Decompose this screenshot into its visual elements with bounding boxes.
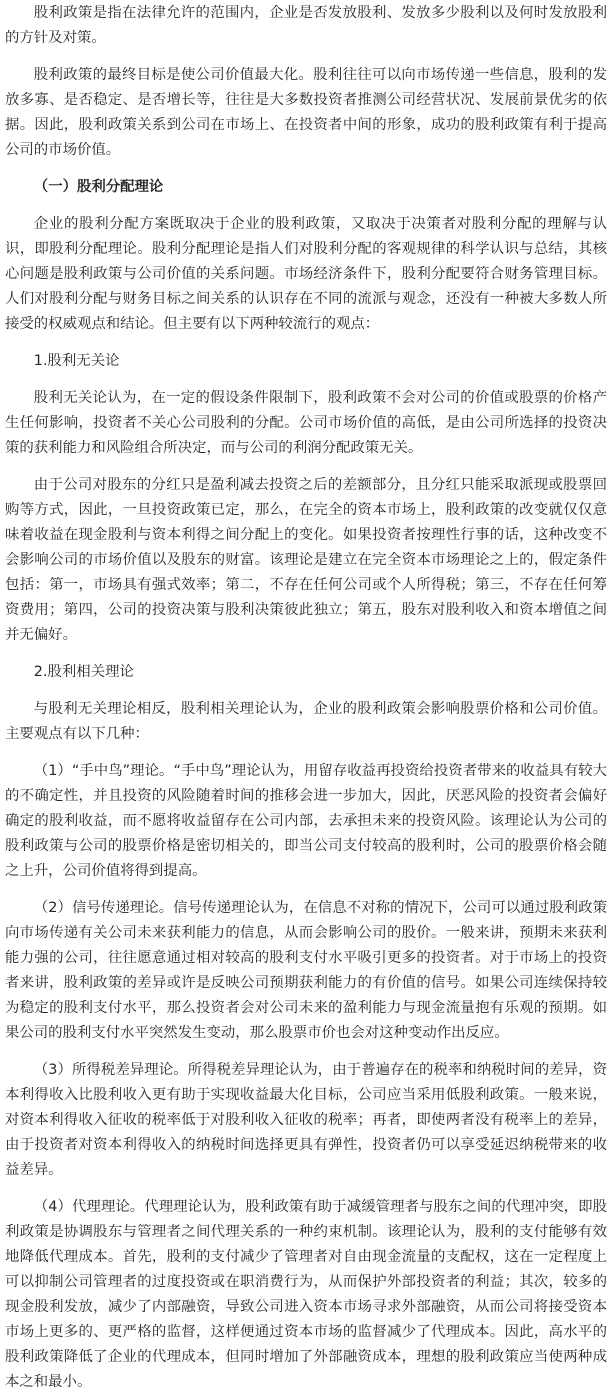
paragraph-relevance-intro: 与股利无关理论相反，股利相关理论认为，企业的股利政策会影响股票价格和公司价值。主要观点有以下几种： xyxy=(5,701,607,742)
article-body xyxy=(0,1,615,1395)
paragraph-tax-difference: （3）所得税差异理论。所得税差异理论认为，由于普遍存在的税率和纳税时间的差异，资本利得收入比股利收入更有助于实现收益最大化目标，公司应当采用低股利政策。一般来说，对资本利得收入征收的税率低于对股利收入征收的税率；再者，即使两者没有税率上的差异，由于投资者对资本利得收入的纳税时间选择更具有弹性，投资者仍可以享受延迟纳税带来的收益差异。 xyxy=(5,1062,607,1178)
paragraph-signaling: （2）信号传递理论。信号传递理论认为，在信息不对称的情况下，公司可以通过股利政策向市场传递有关公司未来获利能力的信息，从而会影响公司的股价。一般来讲，预期未来获利能力强的公司，往往愿意通过相对较高的股利支付水平吸引更多的投资者。对于市场上的投资者来讲，股利政策的差异或许是反映公司预期获利能力的有价值的信号。如果公司连续保持较为稳定的股利支付水平，那么投资者会对公司未来的盈利能力与现金流量抱有乐观的预期。如果公司的股利支付水平突然发生变动，那么股票市价也会对这种变动作出反应。 xyxy=(5,900,607,1041)
paragraph-theory-intro: 企业的股利分配方案既取决于企业的股利政策，又取决于决策者对股利分配的理解与认识，即股利分配理论。股利分配理论是指人们对股利分配的客观规律的科学认识与总结，其核心问题是股利政策与公司价值的关系问题。市场经济条件下，股利分配要符合财务管理目标。人们对股利分配与财务目标之间关系的认识存在不同的流派与观念，还没有一种被大多数人所接受的权威观点和结论。但主要有以下两种较流行的观点： xyxy=(5,216,607,332)
subheading-relevance: 2.股利相关理论 xyxy=(33,664,134,680)
subheading-irrelevance: 1.股利无关论 xyxy=(33,353,120,369)
paragraph-irrelevance-assumptions: 由于公司对股东的分红只是盈利减去投资之后的差额部分，且分红只能采取派现或股票回购等方式，因此，一旦投资政策已定，那么，在完全的资本市场上，股利政策的改变就仅仅意味着收益在现金股利与资本利得之间分配上的变化。如果投资者按理性行事的话，这种改变不会影响公司的市场价值以及股东的财富。该理论是建立在完全资本市场理论之上的，假定条件包括：第一，市场具有强式效率；第二，不存在任何公司或个人所得税；第三，不存在任何筹资费用；第四，公司的投资决策与股利决策彼此独立；第五，股东对股利收入和资本增值之间并无偏好。 xyxy=(5,477,607,643)
paragraph-irrelevance: 股利无关论认为，在一定的假设条件限制下，股利政策不会对公司的价值或股票的价格产生任何影响，投资者不关心公司股利的分配。公司市场价值的高低，是由公司所选择的投资决策的获利能力和风险组合所决定，而与公司的利润分配政策无关。 xyxy=(5,390,607,456)
paragraph-goal: 股利政策的最终目标是使公司价值最大化。股利往往可以向市场传递一些信息，股利的发放多寡、是否稳定、是否增长等，往往是大多数投资者推测公司经营状况、发展前景优劣的依据。因此，股利政策关系到公司在市场上、在投资者中间的形象，成功的股利政策有利于提高公司的市场价值。 xyxy=(5,67,607,158)
paragraph-bird-in-hand: （1）“手中鸟”理论。“手中鸟”理论认为，用留存收益再投资给投资者带来的收益具有较大的不确定性，并且投资的风险随着时间的推移会进一步加大，因此，厌恶风险的投资者会偏好确定的股利收益，而不愿将收益留存在公司内部，去承担未来的投资风险。该理论认为公司的股利政策与公司的股票价格是密切相关的，即当公司支付较高的股利时，公司的股票价格会随之上升，公司价值将得到提高。 xyxy=(5,763,607,879)
paragraph-agency: （4）代理理论。代理理论认为，股利政策有助于减缓管理者与股东之间的代理冲突，即股利政策是协调股东与管理者之间代理关系的一种约束机制。该理论认为，股利的支付能够有效地降低代理成本。首先，股利的支付减少了管理者对自由现金流量的支配权，这在一定程度上可以抑制公司管理者的过度投资或在职消费行为，从而保护外部投资者的利益；其次，较多的现金股利发放，减少了内部融资，导致公司进入资本市场寻求外部融资，从而公司将接受资本市场上更多的、更严格的监督，这样便通过资本市场的监督减少了代理成本。因此，高水平的股利政策降低了企业的代理成本，但同时增加了外部融资成本，理想的股利政策应当使两种成本之和最小。 xyxy=(5,1199,607,1390)
paragraph-definition: 股利政策是指在法律允许的范围内，企业是否发放股利、发放多少股利以及何时发放股利的方针及对策。 xyxy=(5,5,607,46)
section-heading: （一）股利分配理论 xyxy=(33,179,164,195)
